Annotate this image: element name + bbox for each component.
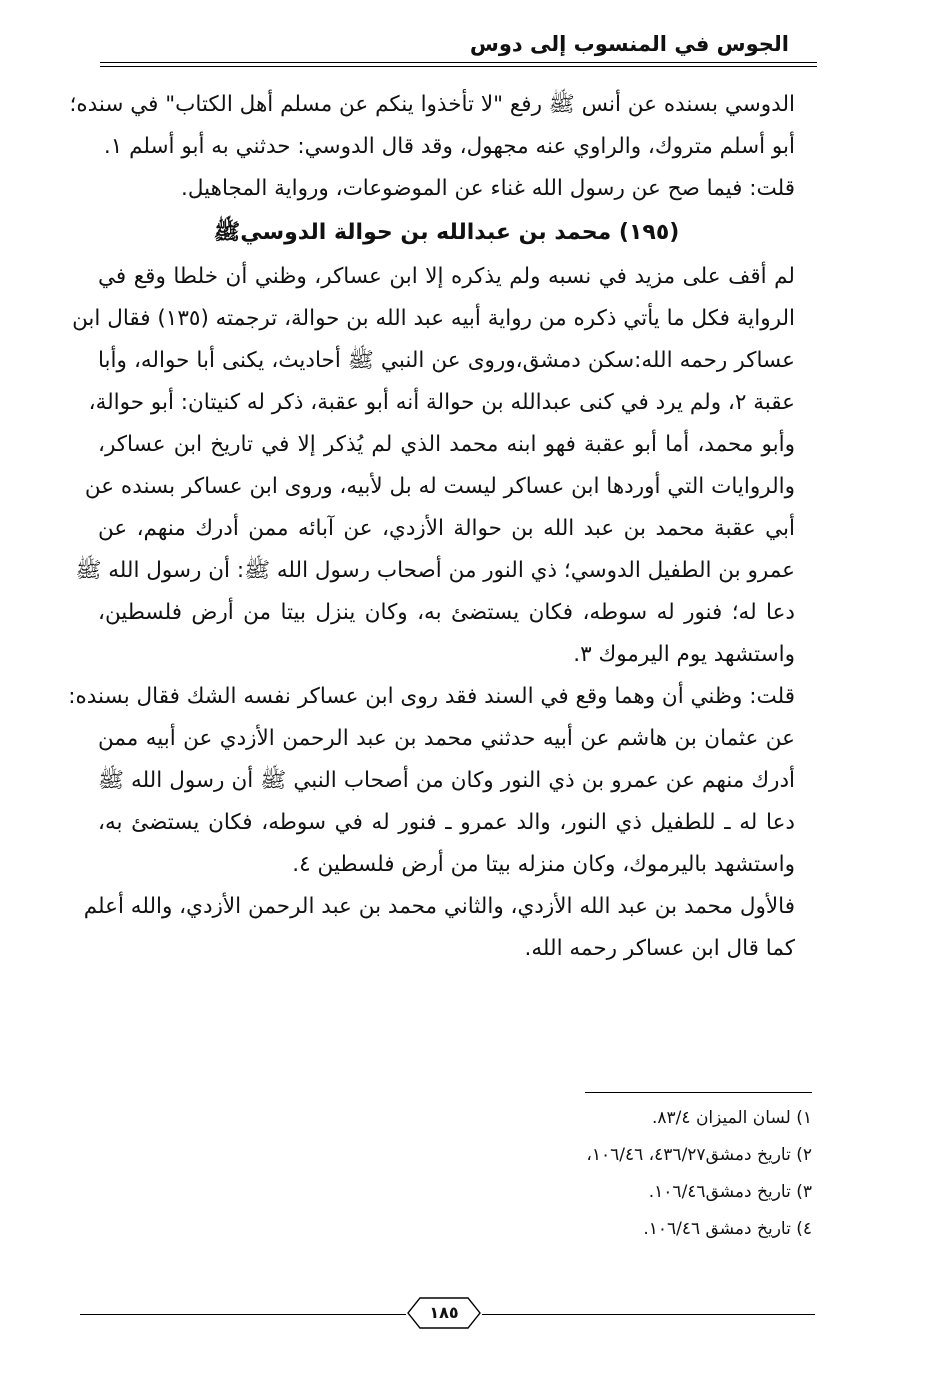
text-line: عن عثمان بن هاشم عن أبيه حدثني محمد بن عبد الرحمن الأزدي عن أبيه ممن: [98, 726, 795, 751]
text-line: والروايات التي أوردها ابن عساكر ليست له بل لأبيه، وروى ابن عساكر بسنده عن: [84, 474, 795, 499]
text-line: عمرو بن الطفيل الدوسي؛ ذي النور من أصحاب رسول الله ﷺ: أن رسول الله ﷺ: [75, 558, 795, 583]
text-line: عساكر رحمه الله:سكن دمشق،وروى عن النبي ﷺ أحاديث، يكنى أبا حواله، وأبا: [98, 348, 795, 373]
text-line: واستشهد يوم اليرموك ٣.: [573, 642, 795, 667]
text-line: قلت: وظني أن وهما وقع في السند فقد روى ابن عساكر نفسه الشك فقال بسنده:: [68, 684, 795, 709]
paragraph: [68, 676, 795, 886]
text-line: أبو أسلم متروك، والراوي عنه مجهول، وقد قال الدوسي: حدثني به أبو أسلم ١.: [103, 134, 795, 159]
text-line: وأبو محمد، أما أبو عقبة فهو ابنه محمد الذي لم يُذكر إلا في تاريخ ابن عساكر،: [98, 432, 795, 457]
footnote: ١) لسان الميزان ٨٣/٤.: [652, 1108, 812, 1128]
text-line: الرواية فكل ما يأتي ذكره من رواية أبيه عبد الله بن حوالة، ترجمته (١٣٥) فقال ابن: [72, 306, 795, 331]
footnote: ٣) تاريخ دمشق١٠٦/٤٦.: [648, 1182, 812, 1202]
paragraph: [72, 256, 795, 676]
text-line: كما قال ابن عساكر رحمه الله.: [524, 936, 795, 961]
text-line: واستشهد باليرموك، وكان منزله بيتا من أرض فلسطين ٤.: [292, 852, 795, 877]
body-text: [68, 84, 795, 970]
running-head: الجوس في المنسوب إلى دوس: [469, 32, 789, 56]
text-line: فالأول محمد بن عبد الله الأزدي، والثاني محمد بن عبد الرحمن الأزدي، والله أعلم: [83, 894, 795, 919]
paragraph: [83, 886, 795, 970]
footnotes: [312, 1100, 812, 1248]
text-line: دعا له؛ فنور له سوطه، فكان يستضئ به، وكان ينزل بيتا من أرض فلسطين،: [98, 600, 795, 625]
text-line: دعا له ـ للطفيل ذي النور، والد عمرو ـ فنور له في سوطه، فكان يستضئ به،: [98, 810, 795, 835]
section-heading: (١٩٥) محمد بن عبدالله بن حوالة الدوسيﷺ: [213, 220, 680, 245]
text-line: الدوسي بسنده عن أنس ﷺ رفع "لا تأخذوا ينكم عن مسلم أهل الكتاب" في سنده؛: [69, 92, 795, 117]
text-line: عقبة ٢، ولم يرد في كنى عبدالله بن حوالة أنه أبو عقبة، ذكر له كنيتان: أبو حوالة،: [88, 390, 795, 415]
page-number: ١٨٥: [429, 1303, 459, 1322]
footnote: ٤) تاريخ دمشق ١٠٦/٤٦.: [643, 1219, 812, 1239]
page-number-ornament: [406, 1296, 482, 1330]
header-rule-top: [100, 62, 817, 63]
paragraph: [98, 168, 795, 210]
paragraph: [69, 84, 795, 168]
text-line: قلت: فيما صح عن رسول الله غناء عن الموضوعات، ورواية المجاهيل.: [181, 176, 795, 201]
text-line: أبي عقبة محمد بن عبد الله بن حوالة الأزدي، عن آبائه ممن أدرك منهم، عن: [98, 516, 795, 541]
footnote: ٢) تاريخ دمشق٤٣٦/٢٧، ١٠٦/٤٦،: [586, 1145, 812, 1165]
footnote-rule: [585, 1092, 812, 1093]
text-line: أدرك منهم عن عمرو بن ذي النور وكان من أصحاب النبي ﷺ أن رسول الله ﷺ: [98, 768, 795, 793]
text-line: لم أقف على مزيد في نسبه ولم يذكره إلا ابن عساكر، وظني أن خلطا وقع في: [98, 264, 795, 289]
header-rule-bottom: [100, 66, 817, 67]
